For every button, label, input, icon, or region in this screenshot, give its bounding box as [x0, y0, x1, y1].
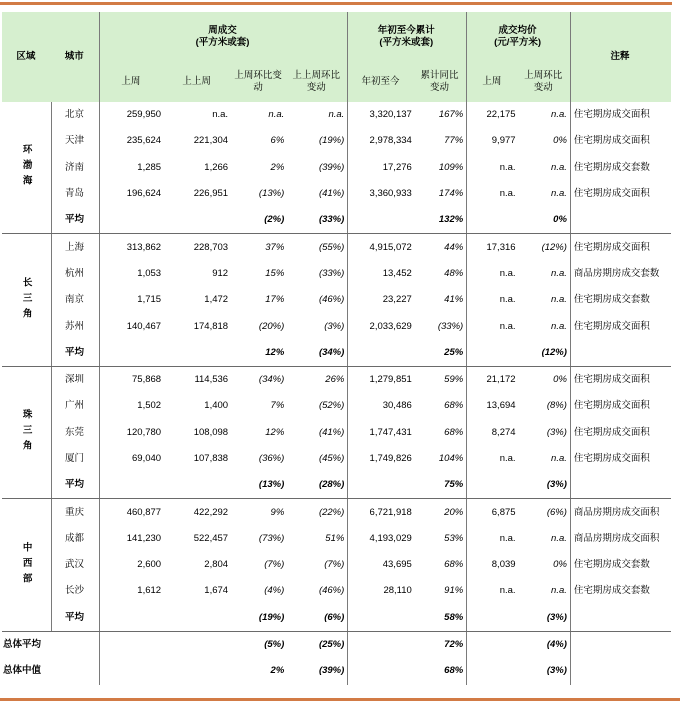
table-row: [2, 552, 671, 578]
price-wow-change: (6%): [519, 499, 571, 526]
header-ytd-title: 年初至今累计: [377, 25, 435, 36]
ytd-total: 28,110: [383, 585, 412, 597]
ytd-yoy-change: 59%: [415, 366, 467, 393]
empty-cell: [164, 605, 231, 632]
ytd-total: 30,486: [382, 400, 412, 412]
ytd-total: 1,279,851: [369, 374, 412, 386]
region-average-row: [2, 472, 671, 499]
price-last-week: n.a.: [499, 161, 516, 173]
table-row: [2, 578, 671, 604]
ytd-yoy-change: 109%: [415, 155, 467, 181]
table-row: [2, 393, 671, 419]
weekly-wow-change: (20%): [258, 320, 285, 332]
average-label: 平均: [52, 340, 100, 367]
price-last-week: 8,274: [491, 426, 516, 438]
empty-cell: [570, 658, 671, 684]
weekly-week-before: 107,838: [193, 453, 229, 464]
table-row: [2, 526, 671, 552]
summary-row: [2, 631, 671, 658]
weekly-last-week: 141,230: [126, 532, 162, 544]
ytd-yoy-change: (33%): [415, 313, 467, 339]
average-price-wow: (12%): [519, 340, 571, 367]
table-row: [2, 366, 671, 393]
empty-cell: [164, 658, 231, 684]
weekly-prev-wow-change: (41%): [287, 181, 348, 207]
note-text: 商品房期房成交套数: [573, 267, 660, 279]
average-wow-change: 12%: [231, 340, 287, 367]
average-price-wow: 0%: [519, 207, 571, 234]
empty-cell: [348, 340, 415, 367]
weekly-last-week: 259,950: [126, 109, 162, 121]
average-wow-change: (2%): [231, 207, 287, 234]
header-wow-change: 上周环比变动: [231, 62, 287, 102]
price-last-week: n.a.: [499, 320, 516, 332]
weekly-last-week: 460,877: [126, 506, 162, 518]
note-text: 住宅期房成交面积: [573, 188, 650, 200]
region-average-row: [2, 605, 671, 632]
summary-label: 总体中值: [2, 658, 99, 684]
header-ytd-unit: (平方米或套): [379, 37, 434, 48]
region-label: 珠三角: [2, 366, 52, 498]
price-last-week: 6,875: [491, 506, 516, 518]
header-price-title: 成交均价: [498, 25, 537, 36]
weekly-week-before: 108,098: [193, 426, 229, 438]
weekly-week-before: 422,292: [193, 506, 229, 518]
empty-cell: [570, 472, 671, 499]
weekly-prev-wow-change: 26%: [287, 366, 348, 393]
table-row: [2, 446, 671, 472]
weekly-last-week: 1,285: [137, 161, 162, 173]
empty-cell: [348, 605, 415, 632]
price-last-week: n.a.: [499, 585, 516, 597]
header-price: [467, 12, 571, 62]
weekly-week-before: 522,457: [193, 532, 229, 544]
weekly-wow-change: (7%): [264, 559, 285, 571]
weekly-last-week: 1,053: [137, 267, 162, 279]
price-last-week: n.a.: [499, 294, 516, 306]
weekly-week-before: 226,951: [193, 188, 229, 200]
empty-cell: [348, 631, 415, 658]
city-name: 北京: [52, 102, 100, 128]
price-wow-change: n.a.: [519, 102, 571, 128]
ytd-total: 2,033,629: [369, 320, 412, 332]
note-text: 住宅期房成交面积: [573, 320, 650, 332]
ytd-yoy-change: 91%: [415, 578, 467, 604]
table-row: [2, 420, 671, 446]
ytd-yoy-change: 104%: [415, 446, 467, 472]
ytd-yoy-change: 44%: [415, 234, 467, 261]
average-price-wow: (3%): [519, 605, 571, 632]
weekly-last-week: 1,612: [137, 585, 162, 597]
summary-ytd-yoy: 68%: [415, 658, 467, 684]
weekly-wow-change: 17%: [265, 294, 285, 306]
weekly-prev-wow-change: (22%): [287, 499, 348, 526]
city-name: 青岛: [52, 181, 100, 207]
weekly-prev-wow-change: (55%): [287, 234, 348, 261]
price-last-week: 9,977: [491, 135, 516, 147]
housing-transactions-table: [2, 12, 671, 685]
average-prev-wow-change: (34%): [287, 340, 348, 367]
price-wow-change: 0%: [519, 552, 571, 578]
region-average-row: [2, 340, 671, 367]
weekly-wow-change: 9%: [270, 506, 285, 518]
city-name: 成都: [52, 526, 100, 552]
weekly-prev-wow-change: (3%): [287, 313, 348, 339]
weekly-last-week: 2,600: [137, 559, 162, 571]
ytd-yoy-change: 167%: [415, 102, 467, 128]
header-prev-wow-change: 上上周环比变动: [287, 62, 348, 102]
header-price-unit: (元/平方米): [494, 37, 542, 48]
ytd-total: 6,721,918: [369, 506, 412, 518]
header-note: 注释: [570, 12, 671, 102]
empty-cell: [467, 207, 519, 234]
weekly-wow-change: 12%: [265, 426, 285, 438]
price-wow-change: n.a.: [519, 287, 571, 313]
summary-row: [2, 658, 671, 684]
ytd-yoy-change: 77%: [415, 128, 467, 154]
weekly-prev-wow-change: n.a.: [287, 102, 348, 128]
weekly-wow-change: 2%: [270, 161, 285, 173]
empty-cell: [164, 340, 231, 367]
empty-cell: [570, 207, 671, 234]
city-name: 上海: [52, 234, 100, 261]
weekly-week-before: 2,804: [204, 559, 229, 571]
empty-cell: [99, 472, 164, 499]
header-weekly-title: 周成交: [208, 25, 237, 36]
empty-cell: [99, 605, 164, 632]
weekly-wow-change: 15%: [265, 267, 285, 279]
note-text: 住宅期房成交套数: [573, 161, 650, 173]
empty-cell: [467, 340, 519, 367]
price-wow-change: n.a.: [519, 526, 571, 552]
city-name: 东莞: [52, 420, 100, 446]
weekly-week-before: 174,818: [193, 320, 229, 332]
empty-cell: [570, 631, 671, 658]
average-price-wow: (3%): [519, 472, 571, 499]
ytd-yoy-change: 68%: [415, 420, 467, 446]
region-label: 长三角: [2, 234, 52, 366]
price-wow-change: 0%: [519, 128, 571, 154]
weekly-last-week: 75,868: [132, 374, 162, 386]
ytd-total: 4,193,029: [369, 532, 412, 544]
weekly-last-week: 140,467: [126, 320, 162, 332]
weekly-wow-change: 6%: [270, 135, 285, 147]
weekly-prev-wow-change: (46%): [287, 287, 348, 313]
ytd-total: 43,695: [382, 559, 412, 571]
table-row: [2, 102, 671, 128]
weekly-week-before: 1,674: [204, 585, 229, 597]
weekly-week-before: 228,703: [193, 241, 229, 253]
header-ytd-yoy: 累计同比变动: [415, 62, 467, 102]
ytd-yoy-change: 68%: [415, 552, 467, 578]
city-name: 南京: [52, 287, 100, 313]
note-text: 商品房期房成交面积: [573, 532, 660, 544]
summary-ytd-yoy: 72%: [415, 631, 467, 658]
region-label: 中西部: [2, 499, 52, 631]
weekly-wow-change: (4%): [264, 585, 285, 597]
weekly-prev-wow-change: (19%): [287, 128, 348, 154]
bottom-rule: [0, 698, 680, 701]
summary-price-wow: (3%): [519, 658, 571, 684]
price-last-week: 13,694: [486, 400, 516, 412]
weekly-wow-change: (13%): [258, 188, 285, 200]
price-last-week: 21,172: [486, 374, 516, 386]
empty-cell: [348, 207, 415, 234]
summary-wow-change: (5%): [264, 639, 285, 651]
city-name: 长沙: [52, 578, 100, 604]
weekly-week-before: 1,266: [204, 161, 229, 173]
ytd-yoy-change: 53%: [415, 526, 467, 552]
ytd-total: 4,915,072: [369, 241, 412, 253]
ytd-total: 1,749,826: [369, 453, 412, 464]
ytd-total: 3,360,933: [369, 188, 412, 200]
weekly-wow-change: n.a.: [268, 109, 285, 121]
price-last-week: 8,039: [491, 559, 516, 571]
average-ytd-yoy: 25%: [415, 340, 467, 367]
note-text: 住宅期房成交面积: [573, 135, 650, 147]
average-label: 平均: [52, 472, 100, 499]
city-name: 厦门: [52, 446, 100, 472]
empty-cell: [164, 472, 231, 499]
header-weekly-unit: (平方米或套): [195, 37, 250, 48]
price-last-week: n.a.: [499, 453, 516, 464]
price-wow-change: n.a.: [519, 313, 571, 339]
ytd-yoy-change: 174%: [415, 181, 467, 207]
average-ytd-yoy: 132%: [415, 207, 467, 234]
empty-cell: [99, 340, 164, 367]
header-ytd: [348, 12, 467, 62]
price-wow-change: (12%): [519, 234, 571, 261]
price-wow-change: n.a.: [519, 261, 571, 287]
average-prev-wow-change: (33%): [287, 207, 348, 234]
empty-cell: [164, 207, 231, 234]
price-wow-change: n.a.: [519, 446, 571, 472]
table-row: [2, 128, 671, 154]
table-row: [2, 155, 671, 181]
weekly-week-before: 114,536: [194, 374, 229, 386]
header-weekly: [99, 12, 348, 62]
weekly-wow-change: 7%: [270, 400, 285, 412]
note-text: 住宅期房成交套数: [573, 585, 650, 597]
empty-cell: [467, 605, 519, 632]
weekly-last-week: 235,624: [126, 135, 162, 147]
weekly-wow-change: (36%): [258, 453, 285, 464]
empty-cell: [570, 605, 671, 632]
table-row: [2, 313, 671, 339]
note-text: 住宅期房成交套数: [573, 294, 650, 306]
weekly-prev-wow-change: (39%): [287, 155, 348, 181]
price-last-week: 17,316: [486, 241, 516, 253]
price-last-week: n.a.: [499, 188, 516, 200]
ytd-yoy-change: 68%: [415, 393, 467, 419]
empty-cell: [467, 472, 519, 499]
table-row: [2, 287, 671, 313]
price-wow-change: 0%: [519, 366, 571, 393]
empty-cell: [99, 658, 164, 684]
summary-wow-change: 2%: [270, 665, 285, 677]
average-label: 平均: [52, 605, 100, 632]
header-city: 城市: [52, 12, 100, 102]
summary-prev-wow-change: (39%): [287, 658, 348, 684]
city-name: 重庆: [52, 499, 100, 526]
table-row: [2, 499, 671, 526]
summary-label: 总体平均: [2, 631, 99, 658]
empty-cell: [467, 631, 519, 658]
price-wow-change: (3%): [519, 420, 571, 446]
empty-cell: [164, 631, 231, 658]
weekly-week-before: 221,304: [193, 135, 229, 147]
table-body: [2, 102, 671, 685]
note-text: 住宅期房成交面积: [573, 241, 650, 253]
average-prev-wow-change: (6%): [287, 605, 348, 632]
average-wow-change: (13%): [231, 472, 287, 499]
region-label: 环渤海: [2, 102, 52, 234]
empty-cell: [348, 472, 415, 499]
city-name: 济南: [52, 155, 100, 181]
average-ytd-yoy: 75%: [415, 472, 467, 499]
weekly-wow-change: (34%): [258, 374, 285, 386]
table-row: [2, 181, 671, 207]
weekly-week-before: n.a.: [212, 109, 229, 121]
weekly-last-week: 1,502: [137, 400, 162, 412]
weekly-last-week: 69,040: [132, 453, 162, 464]
note-text: 住宅期房成交套数: [573, 559, 650, 571]
price-last-week: n.a.: [499, 267, 516, 279]
weekly-prev-wow-change: (45%): [287, 446, 348, 472]
table-row: [2, 234, 671, 261]
price-wow-change: n.a.: [519, 578, 571, 604]
ytd-total: 13,452: [382, 267, 412, 279]
summary-price-wow: (4%): [519, 631, 571, 658]
empty-cell: [570, 340, 671, 367]
table-row: [2, 261, 671, 287]
city-name: 广州: [52, 393, 100, 419]
weekly-prev-wow-change: (52%): [287, 393, 348, 419]
weekly-last-week: 120,780: [126, 426, 162, 438]
weekly-wow-change: 37%: [265, 241, 285, 253]
top-rule: [0, 2, 672, 5]
weekly-prev-wow-change: 51%: [287, 526, 348, 552]
header-ytd-total: 年初至今: [348, 62, 415, 102]
price-last-week: n.a.: [499, 532, 516, 544]
header-price-wow: 上周环比变动: [519, 62, 571, 102]
weekly-prev-wow-change: (41%): [287, 420, 348, 446]
price-wow-change: n.a.: [519, 155, 571, 181]
ytd-total: 17,276: [382, 161, 412, 173]
note-text: 住宅期房成交面积: [573, 400, 650, 412]
ytd-total: 3,320,137: [369, 109, 412, 121]
ytd-total: 2,978,334: [369, 135, 412, 147]
summary-prev-wow-change: (25%): [287, 631, 348, 658]
header-region: 区域: [2, 12, 52, 102]
average-ytd-yoy: 58%: [415, 605, 467, 632]
price-wow-change: n.a.: [519, 181, 571, 207]
price-wow-change: (8%): [519, 393, 571, 419]
average-wow-change: (19%): [231, 605, 287, 632]
city-name: 苏州: [52, 313, 100, 339]
note-text: 住宅期房成交面积: [573, 374, 650, 386]
ytd-yoy-change: 41%: [415, 287, 467, 313]
price-last-week: 22,175: [486, 109, 516, 121]
weekly-week-before: 1,400: [204, 400, 229, 412]
city-name: 深圳: [52, 366, 100, 393]
average-prev-wow-change: (28%): [287, 472, 348, 499]
weekly-week-before: 1,472: [204, 294, 229, 306]
city-name: 武汉: [52, 552, 100, 578]
note-text: 商品房期房成交面积: [573, 506, 660, 518]
note-text: 住宅期房成交面积: [573, 109, 650, 121]
weekly-week-before: 912: [212, 267, 229, 279]
weekly-prev-wow-change: (7%): [287, 552, 348, 578]
empty-cell: [99, 207, 164, 234]
ytd-total: 23,227: [382, 294, 412, 306]
note-text: 住宅期房成交面积: [573, 426, 650, 438]
city-name: 杭州: [52, 261, 100, 287]
city-name: 天津: [52, 128, 100, 154]
weekly-prev-wow-change: (33%): [287, 261, 348, 287]
ytd-yoy-change: 48%: [415, 261, 467, 287]
region-average-row: [2, 207, 671, 234]
empty-cell: [348, 658, 415, 684]
header-last-week: 上周: [99, 62, 164, 102]
ytd-total: 1,747,431: [369, 426, 412, 438]
header-week-before: 上上周: [164, 62, 231, 102]
weekly-last-week: 196,624: [126, 188, 162, 200]
weekly-last-week: 313,862: [126, 241, 162, 253]
weekly-prev-wow-change: (46%): [287, 578, 348, 604]
weekly-last-week: 1,715: [137, 294, 162, 306]
average-label: 平均: [52, 207, 100, 234]
header-price-last-week: 上周: [467, 62, 519, 102]
empty-cell: [467, 658, 519, 684]
weekly-wow-change: (73%): [258, 532, 285, 544]
empty-cell: [99, 631, 164, 658]
note-text: 住宅期房成交面积: [573, 453, 650, 464]
ytd-yoy-change: 20%: [415, 499, 467, 526]
